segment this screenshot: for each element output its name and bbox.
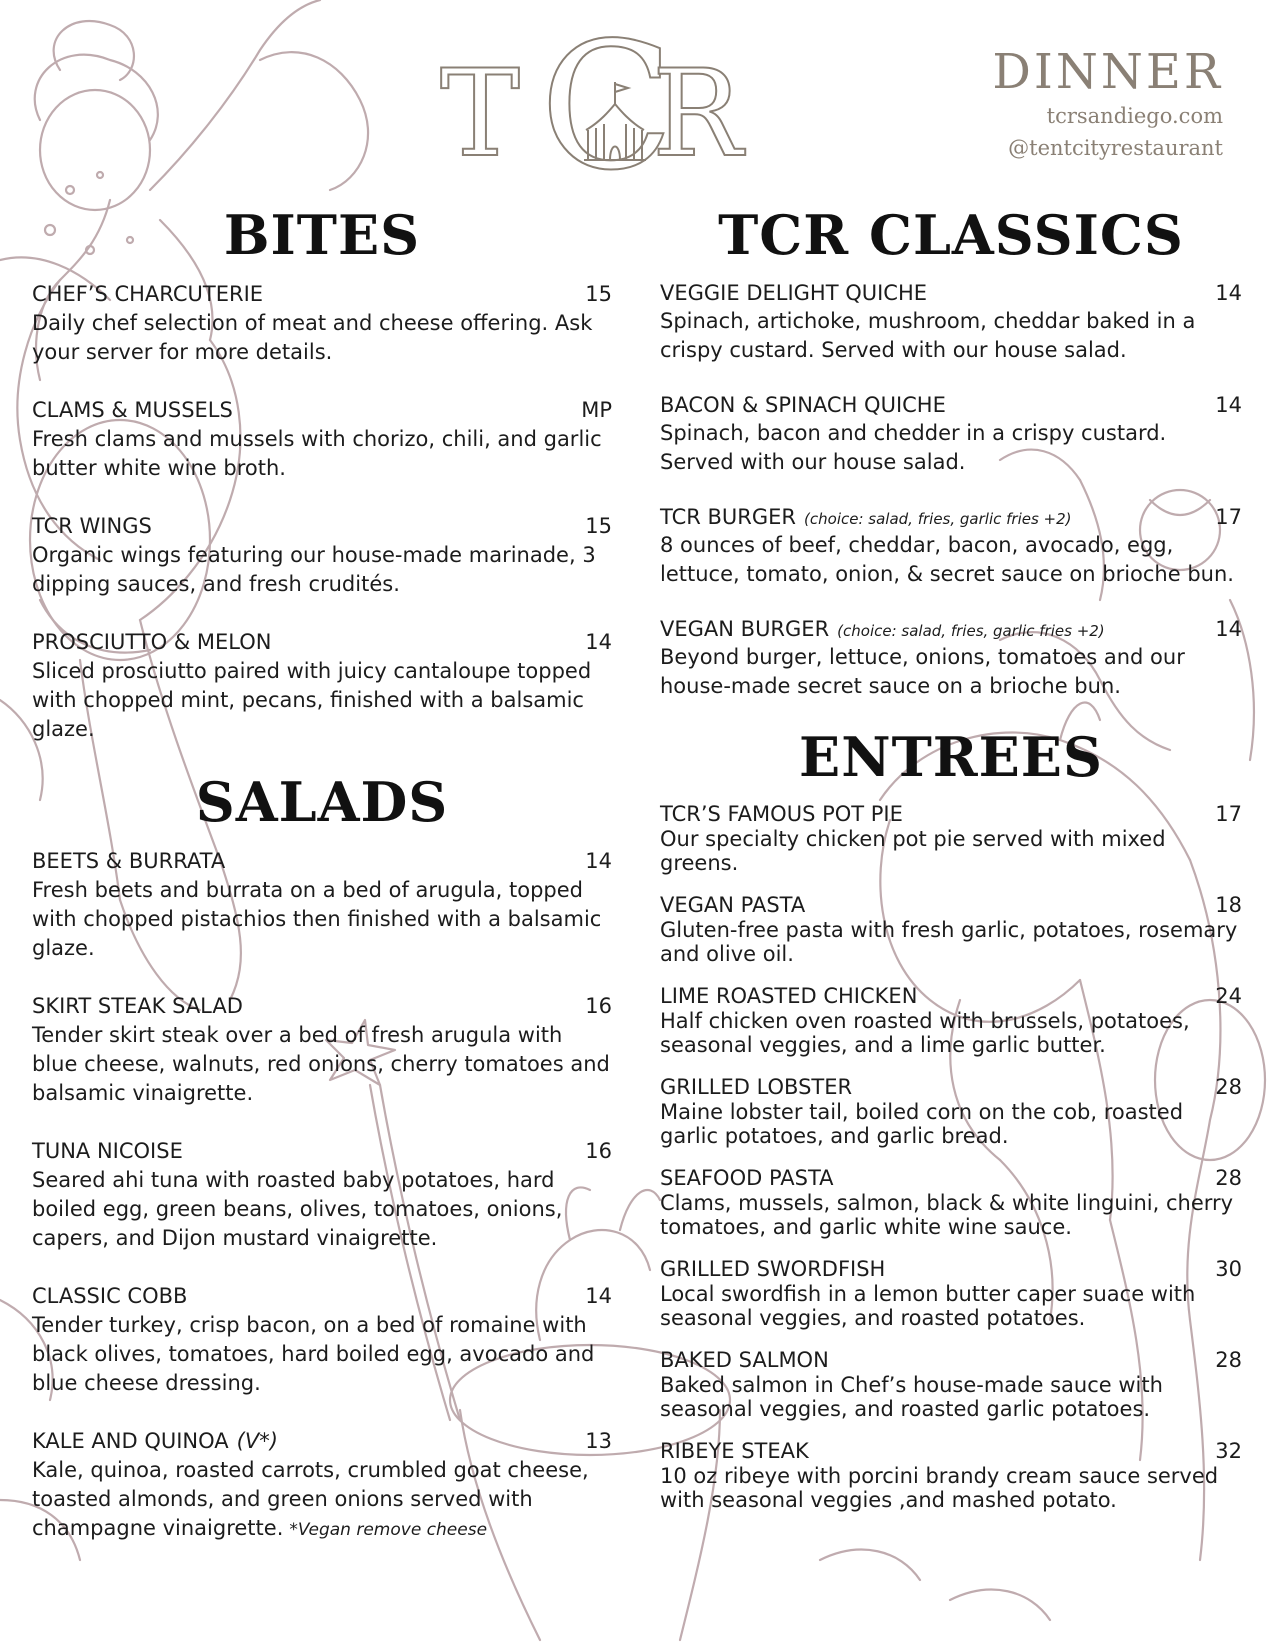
menu-item-description-text: Half chicken oven roasted with brussels, potatoes, seasonal veggies, and a lime garlic butter. bbox=[660, 1009, 1190, 1057]
menu-item bbox=[660, 1074, 1242, 1148]
entrees-list bbox=[660, 801, 1242, 1512]
menu-item-header bbox=[660, 1347, 1242, 1373]
menu-item-name: CLASSIC COBB bbox=[32, 1284, 188, 1308]
menu-item-description-text: Organic wings featuring our house-made marinade, 3 dipping sauces, and fresh crudités. bbox=[32, 543, 596, 596]
menu-item-description-text: Gluten-free pasta with fresh garlic, potatoes, rosemary and olive oil. bbox=[660, 918, 1238, 966]
menu-item-header bbox=[660, 279, 1242, 307]
menu-item-note: (choice: salad, fries, garlic fries +2) bbox=[837, 622, 1105, 640]
menu-item-name: TCR BURGER bbox=[660, 505, 797, 529]
menu-item-description bbox=[660, 1191, 1242, 1239]
menu-item-title bbox=[660, 1347, 829, 1373]
menu-item-description-text: Tender skirt steak over a bed of fresh arugula with blue cheese, walnuts, red onions, cherry tomatoes and balsamic vinaigrette. bbox=[32, 1023, 610, 1105]
menu-item-description bbox=[660, 1373, 1242, 1421]
menu-item bbox=[660, 1438, 1242, 1512]
menu-item-description bbox=[660, 1009, 1242, 1057]
menu-item-name: GRILLED SWORDFISH bbox=[660, 1257, 886, 1281]
header-info bbox=[992, 44, 1223, 164]
menu-item bbox=[660, 1347, 1242, 1421]
menu-item-title bbox=[660, 1438, 809, 1464]
menu-item-name: BAKED SALMON bbox=[660, 1348, 829, 1372]
menu-item-description bbox=[32, 425, 612, 483]
menu-item bbox=[32, 991, 612, 1108]
menu-item-name: TUNA NICOISE bbox=[32, 1139, 183, 1163]
menu-item-description bbox=[660, 1282, 1242, 1330]
menu-item-title bbox=[32, 1136, 183, 1166]
menu-item bbox=[32, 1281, 612, 1398]
menu-item-description bbox=[32, 657, 612, 744]
menu-item-header bbox=[660, 615, 1242, 643]
menu-item bbox=[32, 511, 612, 599]
menu-item-title bbox=[32, 511, 152, 541]
menu-item-description-note: *Vegan remove cheese bbox=[289, 1520, 488, 1540]
menu-item-price: 16 bbox=[585, 994, 612, 1018]
menu-item-title bbox=[32, 991, 243, 1021]
section-title-bites: BITES bbox=[223, 203, 421, 267]
bites-list bbox=[32, 279, 612, 744]
menu-item-title bbox=[32, 395, 233, 425]
section-title-entrees: ENTREES bbox=[799, 725, 1103, 789]
menu-item-title bbox=[660, 391, 946, 419]
menu-item-title bbox=[660, 1074, 852, 1100]
menu-item-description bbox=[32, 309, 612, 367]
social-handle: @tentcityrestaurant bbox=[1008, 136, 1223, 160]
menu-item-price: 14 bbox=[1215, 617, 1242, 641]
menu-item-description bbox=[660, 531, 1242, 589]
menu-item-price: 14 bbox=[1215, 393, 1242, 417]
menu-item-description-text: Beyond burger, lettuce, onions, tomatoes and our house-made secret sauce on a brioche bun. bbox=[660, 645, 1185, 698]
menu-item-description bbox=[32, 876, 612, 963]
menu-item-description-text: Fresh clams and mussels with chorizo, chili, and garlic butter white wine broth. bbox=[32, 427, 602, 480]
menu-item-price: 15 bbox=[585, 514, 612, 538]
menu-item bbox=[660, 279, 1242, 365]
menu-item-price: 28 bbox=[1215, 1166, 1242, 1190]
menu-item-name: KALE AND QUINOA bbox=[32, 1429, 229, 1453]
logo-letter-r: R bbox=[652, 45, 743, 184]
menu-item-description-text: Tender turkey, crisp bacon, on a bed of romaine with black olives, tomatoes, hard boiled egg, avocado and blue cheese dressing. bbox=[32, 1313, 595, 1395]
menu-item-description-text: Kale, quinoa, roasted carrots, crumbled goat cheese, toasted almonds, and green onions served with champagne vinaigrette. bbox=[32, 1458, 589, 1540]
menu-item bbox=[32, 279, 612, 367]
menu-item-title bbox=[32, 846, 225, 876]
menu-item bbox=[32, 395, 612, 483]
menu-item-description bbox=[660, 419, 1242, 477]
menu-item-header bbox=[660, 1165, 1242, 1191]
menu-item bbox=[660, 1165, 1242, 1239]
section-title-salads: SALADS bbox=[195, 770, 449, 834]
menu-item-name: VEGAN BURGER bbox=[660, 617, 830, 641]
menu-item bbox=[660, 391, 1242, 477]
menu-item-price: 24 bbox=[1215, 984, 1242, 1008]
menu-item-name: TCR’S FAMOUS POT PIE bbox=[660, 802, 903, 826]
menu-item-name: SEAFOOD PASTA bbox=[660, 1166, 834, 1190]
left-column bbox=[32, 205, 612, 1573]
menu-item-name: BEETS & BURRATA bbox=[32, 849, 226, 873]
menu-item-name: CLAMS & MUSSELS bbox=[32, 398, 233, 422]
menu-item-description bbox=[660, 1100, 1242, 1148]
menu-item-description-text: 8 ounces of beef, cheddar, bacon, avocado, egg, lettuce, tomato, onion, & secret sauce on brioche bun. bbox=[660, 533, 1234, 586]
menu-item-name: SKIRT STEAK SALAD bbox=[32, 994, 243, 1018]
menu-item-price: 17 bbox=[1215, 802, 1242, 826]
menu-item-price: 14 bbox=[585, 849, 612, 873]
menu-item bbox=[660, 1256, 1242, 1330]
menu-item-price: 28 bbox=[1215, 1075, 1242, 1099]
menu-item-header bbox=[660, 503, 1242, 531]
menu-item-title bbox=[660, 503, 1072, 531]
menu-item-name: GRILLED LOBSTER bbox=[660, 1075, 853, 1099]
menu-item-price: 14 bbox=[585, 1284, 612, 1308]
menu-item bbox=[32, 1426, 612, 1545]
menu-item-header bbox=[32, 1426, 612, 1456]
menu-item-price: MP bbox=[581, 398, 612, 422]
menu-item-name: VEGAN PASTA bbox=[660, 893, 806, 917]
menu-item-description bbox=[32, 541, 612, 599]
menu-item-title bbox=[32, 279, 263, 309]
menu-item-price: 13 bbox=[585, 1429, 612, 1453]
menu-item-header bbox=[32, 395, 612, 425]
menu-item bbox=[32, 846, 612, 963]
menu-item-title bbox=[32, 1426, 278, 1456]
menu-item-description-text: Our specialty chicken pot pie served with mixed greens. bbox=[660, 827, 1166, 875]
menu-item-title bbox=[660, 615, 1105, 643]
section-title-classics: TCR CLASSICS bbox=[718, 203, 1184, 267]
menu-item-name: BACON & SPINACH QUICHE bbox=[660, 393, 946, 417]
menu-item-header bbox=[32, 1281, 612, 1311]
tent-icon bbox=[580, 78, 650, 164]
menu-item-header bbox=[32, 991, 612, 1021]
menu-item-name: LIME ROASTED CHICKEN bbox=[660, 984, 918, 1008]
menu-item-description bbox=[660, 307, 1242, 365]
menu-item-price: 16 bbox=[585, 1139, 612, 1163]
menu-item-title bbox=[32, 627, 271, 657]
logo-letter-c: C bbox=[540, 6, 674, 209]
menu-item-description bbox=[660, 918, 1242, 966]
menu-item-price: 14 bbox=[1215, 281, 1242, 305]
menu-item-description-text: Clams, mussels, salmon, black & white linguini, cherry tomatoes, and garlic white wine sauce. bbox=[660, 1191, 1234, 1239]
menu-item-description-text: Fresh beets and burrata on a bed of arugula, topped with chopped pistachios then finished with a balsamic glaze. bbox=[32, 878, 602, 960]
menu-item-description-text: Baked salmon in Chef’s house-made sauce with seasonal veggies, and roasted garlic potatoes. bbox=[660, 1373, 1163, 1421]
menu-item-description bbox=[660, 643, 1242, 701]
menu-item bbox=[32, 1136, 612, 1253]
menu-item-header bbox=[32, 627, 612, 657]
menu-item bbox=[660, 983, 1242, 1057]
menu-item-name: RIBEYE STEAK bbox=[660, 1439, 809, 1463]
menu-item-title bbox=[660, 983, 917, 1009]
menu-item-price: 32 bbox=[1215, 1439, 1242, 1463]
menu-item-description bbox=[32, 1021, 612, 1108]
menu-item bbox=[660, 892, 1242, 966]
menu-item-description bbox=[32, 1311, 612, 1398]
menu-item-header bbox=[660, 391, 1242, 419]
right-column bbox=[660, 205, 1242, 1529]
menu-item-header bbox=[660, 1256, 1242, 1282]
menu-item-title bbox=[660, 1165, 834, 1191]
menu-item-header bbox=[660, 1438, 1242, 1464]
menu-item-description bbox=[660, 827, 1242, 875]
menu-item-price: 28 bbox=[1215, 1348, 1242, 1372]
menu-item-price: 14 bbox=[585, 630, 612, 654]
menu-item-description bbox=[32, 1166, 612, 1253]
menu-item-description-text: Sliced prosciutto paired with juicy cantaloupe topped with chopped mint, pecans, finished with a balsamic glaze. bbox=[32, 659, 592, 741]
menu-item-name: VEGGIE DELIGHT QUICHE bbox=[660, 281, 928, 305]
menu-item-header bbox=[32, 511, 612, 541]
menu-item-description-text: Maine lobster tail, boiled corn on the cob, roasted garlic potatoes, and garlic bread. bbox=[660, 1100, 1184, 1148]
menu-item-description-text: Local swordfish in a lemon butter caper suace with seasonal veggies, and roasted potatoes. bbox=[660, 1282, 1196, 1330]
menu-item-header bbox=[660, 801, 1242, 827]
menu-item-title bbox=[660, 279, 927, 307]
menu-item-description bbox=[660, 1464, 1242, 1512]
menu-item-header bbox=[32, 279, 612, 309]
menu-item-header bbox=[660, 1074, 1242, 1100]
menu-item-header bbox=[32, 1136, 612, 1166]
salads-list bbox=[32, 846, 612, 1545]
menu-item-price: 15 bbox=[585, 282, 612, 306]
menu-item-name: CHEF’S CHARCUTERIE bbox=[32, 282, 264, 306]
menu-item bbox=[660, 503, 1242, 589]
menu-item-price: 17 bbox=[1215, 505, 1242, 529]
menu-item-title bbox=[660, 1256, 885, 1282]
menu-item bbox=[660, 615, 1242, 701]
menu-item-name: TCR WINGS bbox=[32, 514, 152, 538]
menu-item-name: PROSCIUTTO & MELON bbox=[32, 630, 272, 654]
menu-item-description-text: Seared ahi tuna with roasted baby potatoes, hard boiled egg, green beans, olives, tomatoes, onions, capers, and Dijon mustard vinaigrette. bbox=[32, 1168, 563, 1250]
menu-item bbox=[32, 627, 612, 744]
website-text: tcrsandiego.com bbox=[1046, 104, 1223, 128]
menu-item bbox=[660, 801, 1242, 875]
menu-item-header bbox=[660, 892, 1242, 918]
menu-item-note: (choice: salad, fries, garlic fries +2) bbox=[804, 510, 1072, 528]
menu-item-description bbox=[32, 1456, 612, 1545]
menu-item-header bbox=[32, 846, 612, 876]
menu-item-title bbox=[660, 801, 903, 827]
menu-item-title bbox=[660, 892, 805, 918]
menu-item-description-text: Spinach, bacon and chedder in a crispy custard. Served with our house salad. bbox=[660, 421, 1167, 474]
menu-item-description-text: Spinach, artichoke, mushroom, cheddar baked in a crispy custard. Served with our house salad. bbox=[660, 309, 1196, 362]
menu-title: DINNER bbox=[992, 44, 1223, 100]
menu-item-description-text: Daily chef selection of meat and cheese offering. Ask your server for more details. bbox=[32, 311, 593, 364]
logo-letter-t: T bbox=[440, 45, 521, 184]
menu-item-note: (V*) bbox=[236, 1429, 278, 1453]
menu-item-price: 18 bbox=[1215, 893, 1242, 917]
menu-item-price: 30 bbox=[1215, 1257, 1242, 1281]
menu-item-title bbox=[32, 1281, 187, 1311]
classics-list bbox=[660, 279, 1242, 701]
tcr-logo bbox=[440, 6, 780, 209]
menu-item-header bbox=[660, 983, 1242, 1009]
menu-item-description-text: 10 oz ribeye with porcini brandy cream sauce served with seasonal veggies ,and mashed potato. bbox=[660, 1464, 1219, 1512]
